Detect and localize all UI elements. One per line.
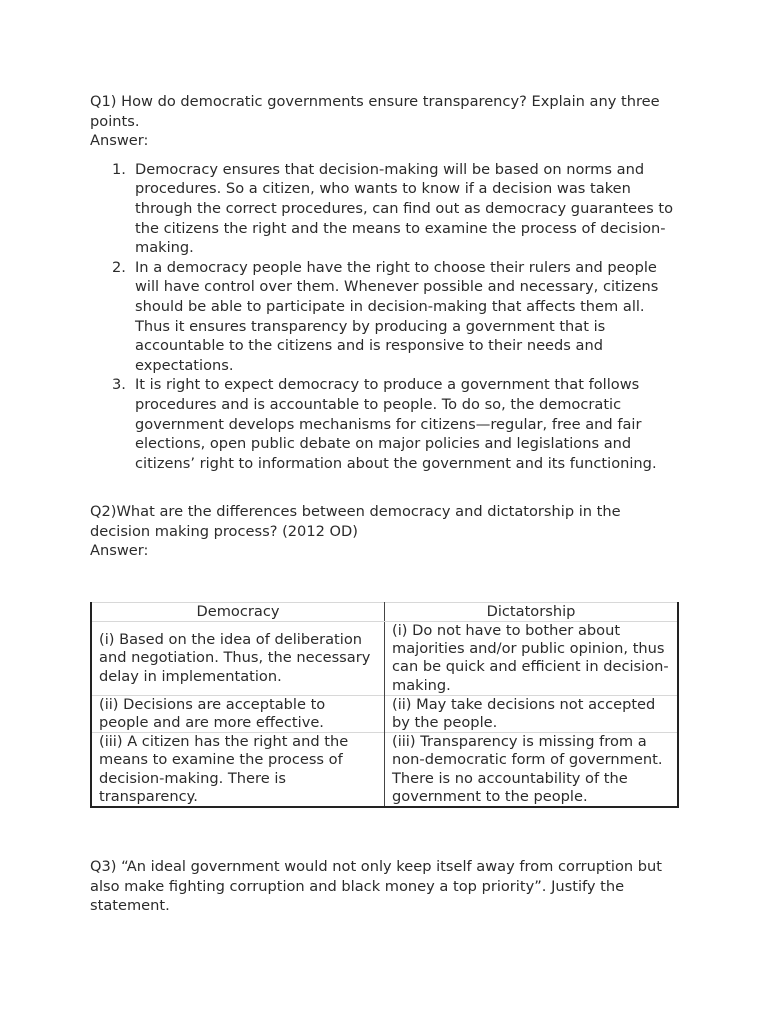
answer-point-text: In a democracy people have the right to choose their rulers and people will have control over them. Whenever possible and necessary, citizens should be able to participate in decision-making that affects them all. Thus it ensures transparency by producing a government that is accountable to the citizens and is responsive to their needs and expectations. [135, 258, 659, 374]
table-cell-democracy: (ii) Decisions are acceptable to people and are more effective. [91, 695, 385, 732]
table-cell-dictatorship: (ii) May take decisions not accepted by the people. [385, 695, 679, 732]
answer-point [112, 375, 682, 473]
table-row [91, 622, 678, 696]
answer-point [112, 160, 682, 258]
document-page [90, 92, 682, 916]
answer-label-2: Answer: [90, 542, 149, 560]
header-dictatorship: Dictatorship [385, 603, 679, 622]
answer-point-text: It is right to expect democracy to produce a government that follows procedures and is accountable to people. To do so, the democratic government develops mechanisms for citizens—regular, free and fair elections, open public debate on major policies and legislations and citizens’ right to information about the government and its functioning. [135, 376, 657, 472]
answer-label-1: Answer: [90, 132, 149, 150]
table-row [91, 733, 678, 807]
table-cell-democracy: (i) Based on the idea of deliberation and negotiation. Thus, the necessary delay in implementation. [91, 622, 385, 696]
answer-list-1 [90, 160, 682, 474]
table-cell-dictatorship: (i) Do not have to bother about majorities and/or public opinion, thus can be quick and efficient in decision-making. [385, 622, 679, 696]
table-header-row [91, 603, 678, 622]
header-democracy: Democracy [91, 603, 385, 622]
question-3: Q3) “An ideal government would not only keep itself away from corruption but also make fighting corruption and black money a top priority”. Justify the statement. [90, 858, 663, 915]
question-1: Q1) How do democratic governments ensure transparency? Explain any three points. [90, 93, 660, 130]
table-cell-dictatorship: (iii) Transparency is missing from a non-democratic form of government. There is no accountability of the government to the people. [385, 733, 679, 807]
answer-point [112, 258, 682, 376]
answer-point-text: Democracy ensures that decision-making will be based on norms and procedures. So a citizen, who wants to know if a decision was taken through the correct procedures, can find out as democracy guarantees to the citizens the right and the means to examine the process of decision-making. [135, 160, 674, 257]
table-row [91, 695, 678, 732]
table-cell-democracy: (iii) A citizen has the right and the means to examine the process of decision-making. There is transparency. [91, 733, 385, 807]
comparison-table [90, 602, 679, 808]
list-number: 1. [112, 160, 126, 178]
list-number: 3. [112, 376, 126, 394]
list-number: 2. [112, 258, 126, 276]
question-2: Q2)What are the differences between democracy and dictatorship in the decision making process? (2012 OD) [90, 503, 621, 540]
